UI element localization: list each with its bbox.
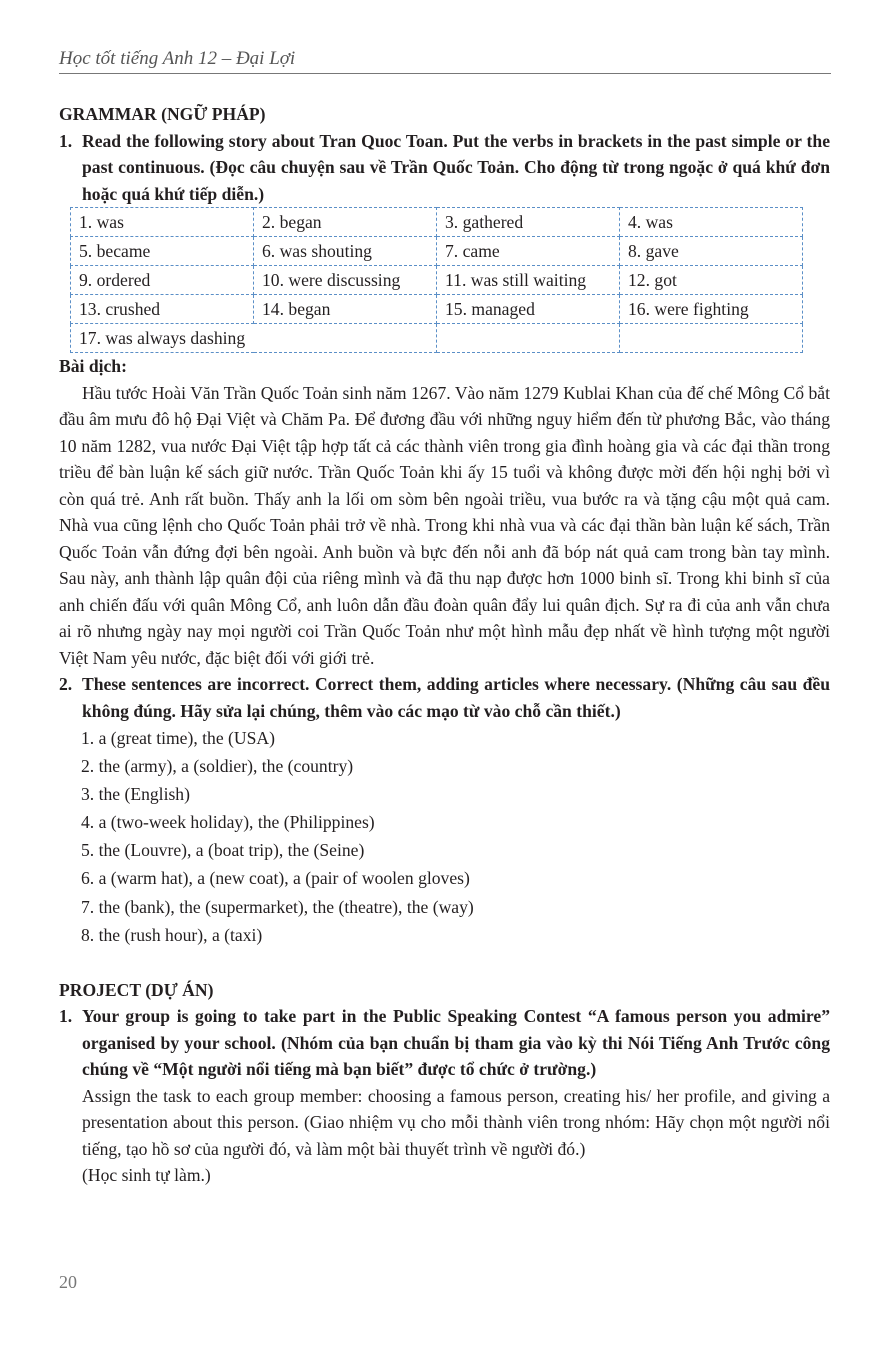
table-row [71, 208, 803, 237]
list-item: 1. a (great time), the (USA) [81, 728, 275, 748]
question-number: 1. [59, 130, 73, 151]
translation-paragraph: Hầu tước Hoài Văn Trần Quốc Toản sinh năm 1267. Vào năm 1279 Kublai Khan của đế chế Mông Cổ bắt đầu âm mưu đô hộ Đại Việt và Chăm Pa. Để đương đầu với những nguy hiểm đến từ phương Bắc, vào tháng 10 năm 1282, vua nước Đại Việt tập hợp tất cả các thành viên trong gia đình hoàng gia và các đại thần trong triều để bàn luận kế sách giữ nước. Trần Quốc Toản khi ấy 15 tuổi và không được mời đến hội nghị bởi vì còn quá trẻ. Anh rất buồn. Thấy anh la lối om sòm bên ngoài triều, vua bước ra và tặng cậu một quả cam. Nhà vua cũng lệnh cho Quốc Toản phải trở về nhà. Trong khi nhà vua và các đại thần bàn luận kế sách, Trần Quốc Toản vẫn đứng đợi bên ngoài. Anh buồn và bực đến nỗi anh đã bóp nát quả cam trong bàn tay mình. Sau này, anh thành lập quân đội của riêng mình và đã thu nạp được hơn 1000 binh sĩ. Trong khi binh sĩ của anh chiến đấu với quân Mông Cổ, anh luôn dẫn đầu đoàn quân đẩy lui quân địch. Sự ra đi của anh vẫn chưa ai rõ nhưng ngày nay mọi người coi Trần Quốc Toản như một hình mẫu đẹp nhất về hình tượng một người Việt Nam yêu nước, đặc biệt đối với giới trẻ. [59, 382, 830, 668]
list-item: 7. the (bank), the (supermarket), the (theatre), the (way) [81, 896, 474, 917]
list-item: 8. the (rush hour), a (taxi) [81, 924, 263, 945]
answer-cell: 16. were fighting [620, 295, 803, 324]
answer-cell: 2. began [254, 208, 437, 237]
answer-cell [620, 324, 803, 353]
answer-cell: 9. ordered [71, 266, 254, 295]
book-title: Học tốt tiếng Anh 12 – Đại Lợi [59, 48, 296, 69]
list-item: 3. the (English) [81, 784, 190, 805]
answer-cell: 8. gave [620, 237, 803, 266]
question-text: Your group is going to take part in the Public Speaking Contest “A famous person you admire” organised by your school. (Nhóm của bạn chuẩn bị tham gia vào kỳ thi Nói Tiếng Anh Trước công chúng về “Một người nổi tiếng mà bạn biết” được tổ chức ở trường.) [82, 1006, 830, 1080]
answer-cell: 7. came [437, 237, 620, 266]
answer-list [59, 724, 830, 949]
project-question-1 [59, 1003, 830, 1083]
answer-cell: 15. managed [437, 295, 620, 324]
answer-cell: 6. was shouting [254, 237, 437, 266]
answer-cell: 10. were discussing [254, 266, 437, 295]
question-number: 2. [59, 674, 73, 694]
project-note: (Học sinh tự làm.) [82, 1165, 211, 1186]
page-content [59, 101, 830, 1189]
table-row [71, 324, 803, 353]
grammar-heading: GRAMMAR (NGỮ PHÁP) [59, 104, 266, 124]
answer-cell: 5. became [71, 237, 254, 266]
answer-cell: 3. gathered [437, 208, 620, 237]
answer-table [70, 207, 803, 353]
question-number: 1. [59, 1006, 73, 1027]
table-row [71, 237, 803, 266]
answer-cell: 11. was still waiting [437, 266, 620, 295]
answer-cell: 14. began [254, 295, 437, 324]
project-heading: PROJECT (DỰ ÁN) [59, 979, 214, 1000]
translation-heading: Bài dịch: [59, 356, 127, 376]
grammar-question-1 [59, 128, 830, 208]
answer-cell: 17. was always dashing [71, 324, 437, 353]
answer-cell [437, 324, 620, 353]
table-row [71, 266, 803, 295]
question-text: Read the following story about Tran Quoc Toan. Put the verbs in brackets in the past simple or the past continuous. (Đọc câu chuyện sau về Trần Quốc Toản. Cho động từ trong ngoặc ở quá khứ đơn hoặc quá khứ tiếp diễn.) [82, 130, 830, 204]
question-text: These sentences are incorrect. Correct them, adding articles where necessary. (Những câu sau đều không đúng. Hãy sửa lại chúng, thêm vào các mạo từ vào chỗ cần thiết.) [82, 674, 830, 721]
project-body: Assign the task to each group member: choosing a famous person, creating his/ her profile, and giving a presentation about this person. (Giao nhiệm vụ cho mỗi thành viên trong nhóm: Hãy chọn một người nổi tiếng, tạo hồ sơ của người đó, và làm một bài thuyết trình về người đó.) [82, 1085, 830, 1159]
header-rule [59, 73, 831, 74]
grammar-question-2 [59, 671, 830, 724]
page-number: 20 [59, 1272, 77, 1292]
answer-cell: 12. got [620, 266, 803, 295]
list-item: 4. a (two-week holiday), the (Philippines) [81, 812, 375, 833]
list-item: 6. a (warm hat), a (new coat), a (pair of woolen gloves) [81, 868, 470, 889]
answer-cell: 13. crushed [71, 295, 254, 324]
list-item: 2. the (army), a (soldier), the (country) [81, 756, 354, 777]
answer-cell: 4. was [620, 208, 803, 237]
answer-cell: 1. was [71, 208, 254, 237]
table-row [71, 295, 803, 324]
running-header [59, 48, 831, 70]
list-item: 5. the (Louvre), a (boat trip), the (Seine) [81, 840, 365, 861]
